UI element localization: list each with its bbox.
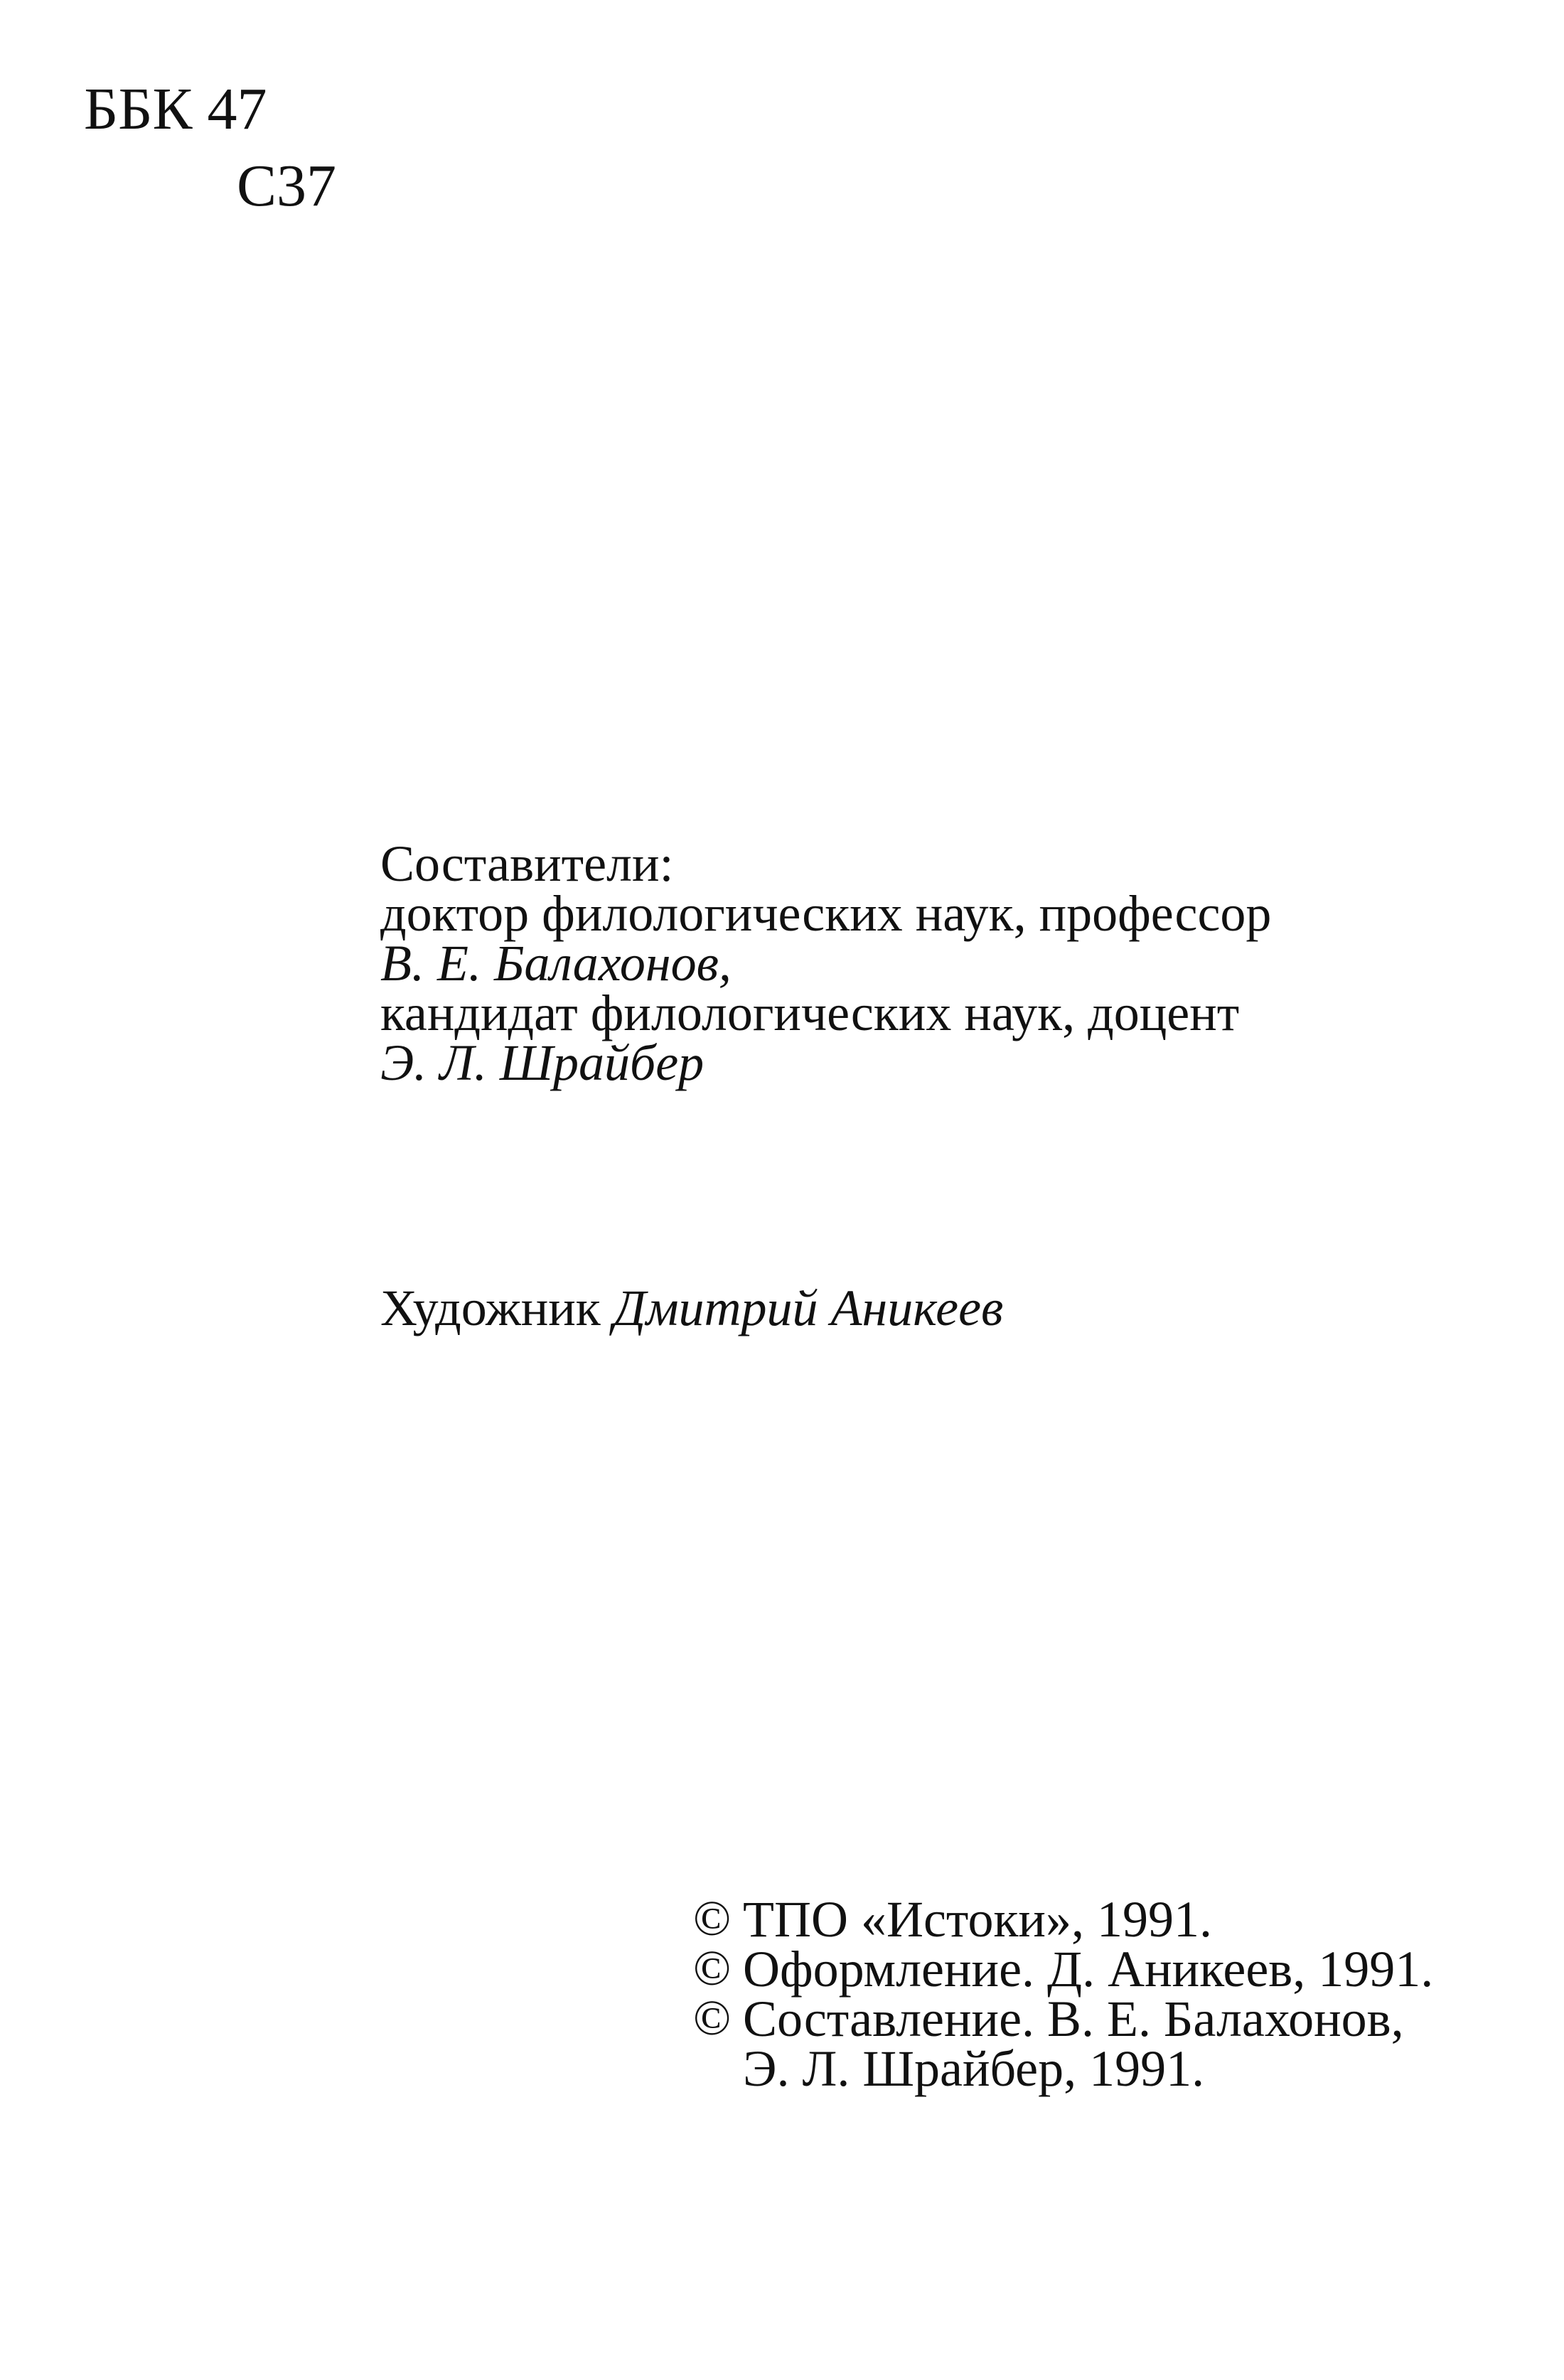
author-mark: С37 bbox=[237, 153, 337, 219]
compiler-1-title: доктор филологических наук, профессор bbox=[380, 885, 1272, 942]
copyright-icon: © bbox=[693, 1941, 732, 1996]
compiler-2-title: кандидат филологических наук, доцент bbox=[380, 985, 1240, 1041]
copyright-text-3: Составление. В. Е. Балахонов, bbox=[743, 1990, 1404, 2047]
copyright-icon: © bbox=[693, 1991, 732, 2046]
copyright-line-4 bbox=[693, 2040, 1433, 2097]
artist-label: Художник bbox=[380, 1280, 601, 1336]
compiler-1-name: В. Е. Балахонов, bbox=[380, 935, 732, 992]
copyright-line-3 bbox=[693, 1990, 1433, 2047]
copyright-text-4: Э. Л. Шрайбер, 1991. bbox=[743, 2040, 1205, 2097]
bbk-classification bbox=[84, 71, 336, 225]
artist-credit bbox=[380, 1280, 1003, 1336]
copyright-line-1 bbox=[693, 1891, 1433, 1948]
copyright-icon: © bbox=[693, 1892, 732, 1946]
compiler-2-name: Э. Л. Шрайбер bbox=[380, 1034, 705, 1091]
compilers-block bbox=[380, 835, 1272, 1091]
copyright-line-2 bbox=[693, 1941, 1434, 1998]
artist-name: Дмитрий Аникеев bbox=[613, 1280, 1004, 1336]
copyright-text-2: Оформление. Д. Аникеев, 1991. bbox=[743, 1941, 1434, 1998]
bbk-code: ББК 47 bbox=[84, 76, 267, 142]
copyright-text-1: ТПО «Истоки», 1991. bbox=[743, 1891, 1212, 1948]
copyright-block bbox=[693, 1891, 1434, 2097]
compilers-heading: Составители: bbox=[380, 835, 674, 892]
